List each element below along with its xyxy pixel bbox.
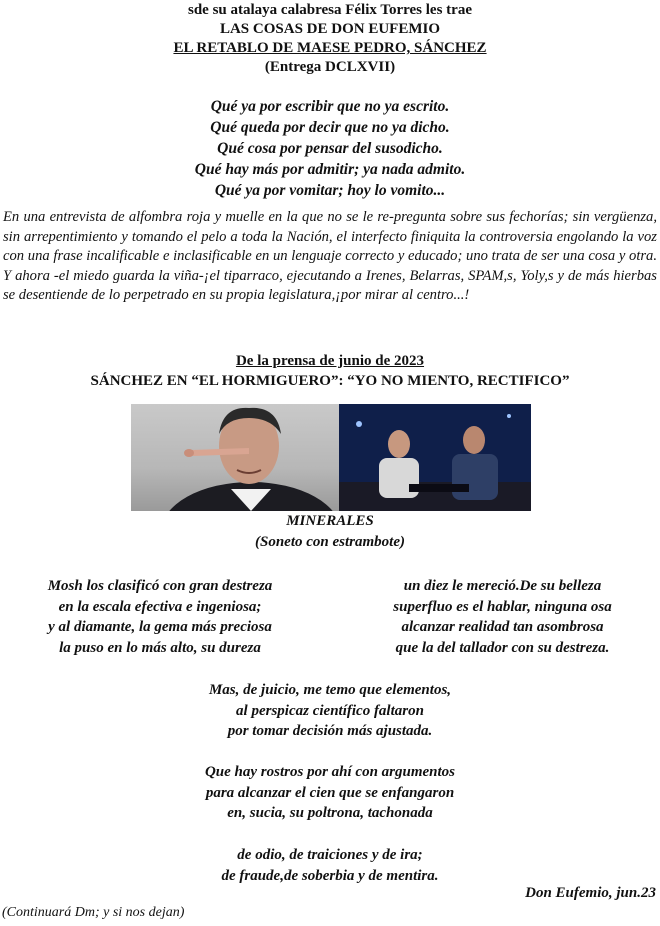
- poem-subtitle: (Soneto con estrambote): [255, 534, 405, 550]
- intro-verse: Qué cosa por pensar del susodicho.: [217, 140, 443, 157]
- poem-verse: al perspicaz científico faltaron: [236, 702, 424, 719]
- poem-title: MINERALES: [286, 513, 374, 529]
- poem-verse: alcanzar realidad tan asombrosa: [401, 619, 604, 635]
- poem-verse: de odio, de traiciones y de ira;: [237, 847, 423, 863]
- press-date-line: De la prensa de junio de 2023: [235, 353, 425, 369]
- poem-verse: que la del tallador con su destreza.: [395, 639, 610, 656]
- poem-verse: Mosh los clasificó con gran destreza: [47, 578, 273, 594]
- poem-verse: de fraude,de soberbia y de mentira.: [221, 867, 439, 884]
- poem-verse: superfluo es el hablar, ninguna osa: [393, 598, 612, 615]
- poem-verse: para alcanzar el cien que se enfangaron: [205, 784, 455, 801]
- poem-tercet-2: [0, 762, 660, 824]
- header-line-title: EL RETABLO DE MAESE PEDRO, SÁNCHEZ: [173, 40, 487, 56]
- poem-verse: la puso en lo más alto, su dureza: [59, 639, 261, 656]
- intro-verse: Qué ya por vomitar; hoy lo vomito...: [214, 182, 446, 199]
- press-headline: SÁNCHEZ EN “EL HORMIGUERO”: “YO NO MIENTO, RECTIFICO”: [90, 373, 570, 389]
- photo-strip: [131, 404, 531, 511]
- poem-estrambote: [0, 845, 660, 886]
- header-line-installment: (Entrega DCLXVII): [264, 59, 396, 75]
- author-signature: Don Eufemio, jun.23: [525, 885, 656, 901]
- header-line-intro: sde su atalaya calabresa Félix Torres les trae: [187, 2, 472, 18]
- poem-tercet-1: [0, 680, 660, 742]
- commentary-text: En una entrevista de alfombra roja y muelle en la que no se le re-pregunta sobre sus fechorías; sin vergüenza, sin arrepentimiento y tomando el pelo a toda la Nación, el interfecto finiquita la controversia engolando la voz con una frase incalificable e inclasificable en un lenguaje correcto y educado; uno trata de ser una cosa y otra. Y ahora -el miedo guarda la viña-¡el tiparraco, ejecutando a Irenes, Belarras, SPAM,s, Yoly,s y de más hierbas se desentiende de lo perpetrado en su propia legislatura,¡por mirar al centro...!: [3, 209, 657, 304]
- poem-verse: por tomar decisión más ajustada.: [227, 723, 433, 739]
- poem-verse: en la escala efectiva e ingeniosa;: [58, 598, 262, 615]
- intro-verse: Qué ya por escribir que no ya escrito.: [210, 98, 450, 115]
- article-header: [0, 1, 660, 77]
- intro-verse: Qué hay más por admitir; ya nada admito.: [194, 161, 466, 178]
- poem-quatrain-left: [10, 576, 310, 658]
- poem-quatrain-right: [345, 576, 660, 658]
- continuation-note: (Continuará Dm; y si nos dejan): [2, 905, 185, 920]
- poem-verse: un diez le mereció.De su belleza: [403, 578, 602, 594]
- poem-verse: y al diamante, la gema más preciosa: [48, 619, 272, 635]
- poem-verse: en, sucia, su poltrona, tachonada: [227, 805, 433, 821]
- intro-verses: [0, 96, 660, 201]
- photo-politician-long-nose: [131, 404, 339, 511]
- intro-verse: Qué queda por decir que no ya dicho.: [210, 119, 450, 136]
- photo-tv-interview-set: [339, 404, 531, 511]
- commentary-paragraph: [3, 208, 657, 306]
- header-line-series: LAS COSAS DE DON EUFEMIO: [219, 21, 441, 37]
- poem-verse: Mas, de juicio, me temo que elementos,: [208, 682, 452, 698]
- poem-verse: Que hay rostros por ahí con argumentos: [204, 764, 456, 780]
